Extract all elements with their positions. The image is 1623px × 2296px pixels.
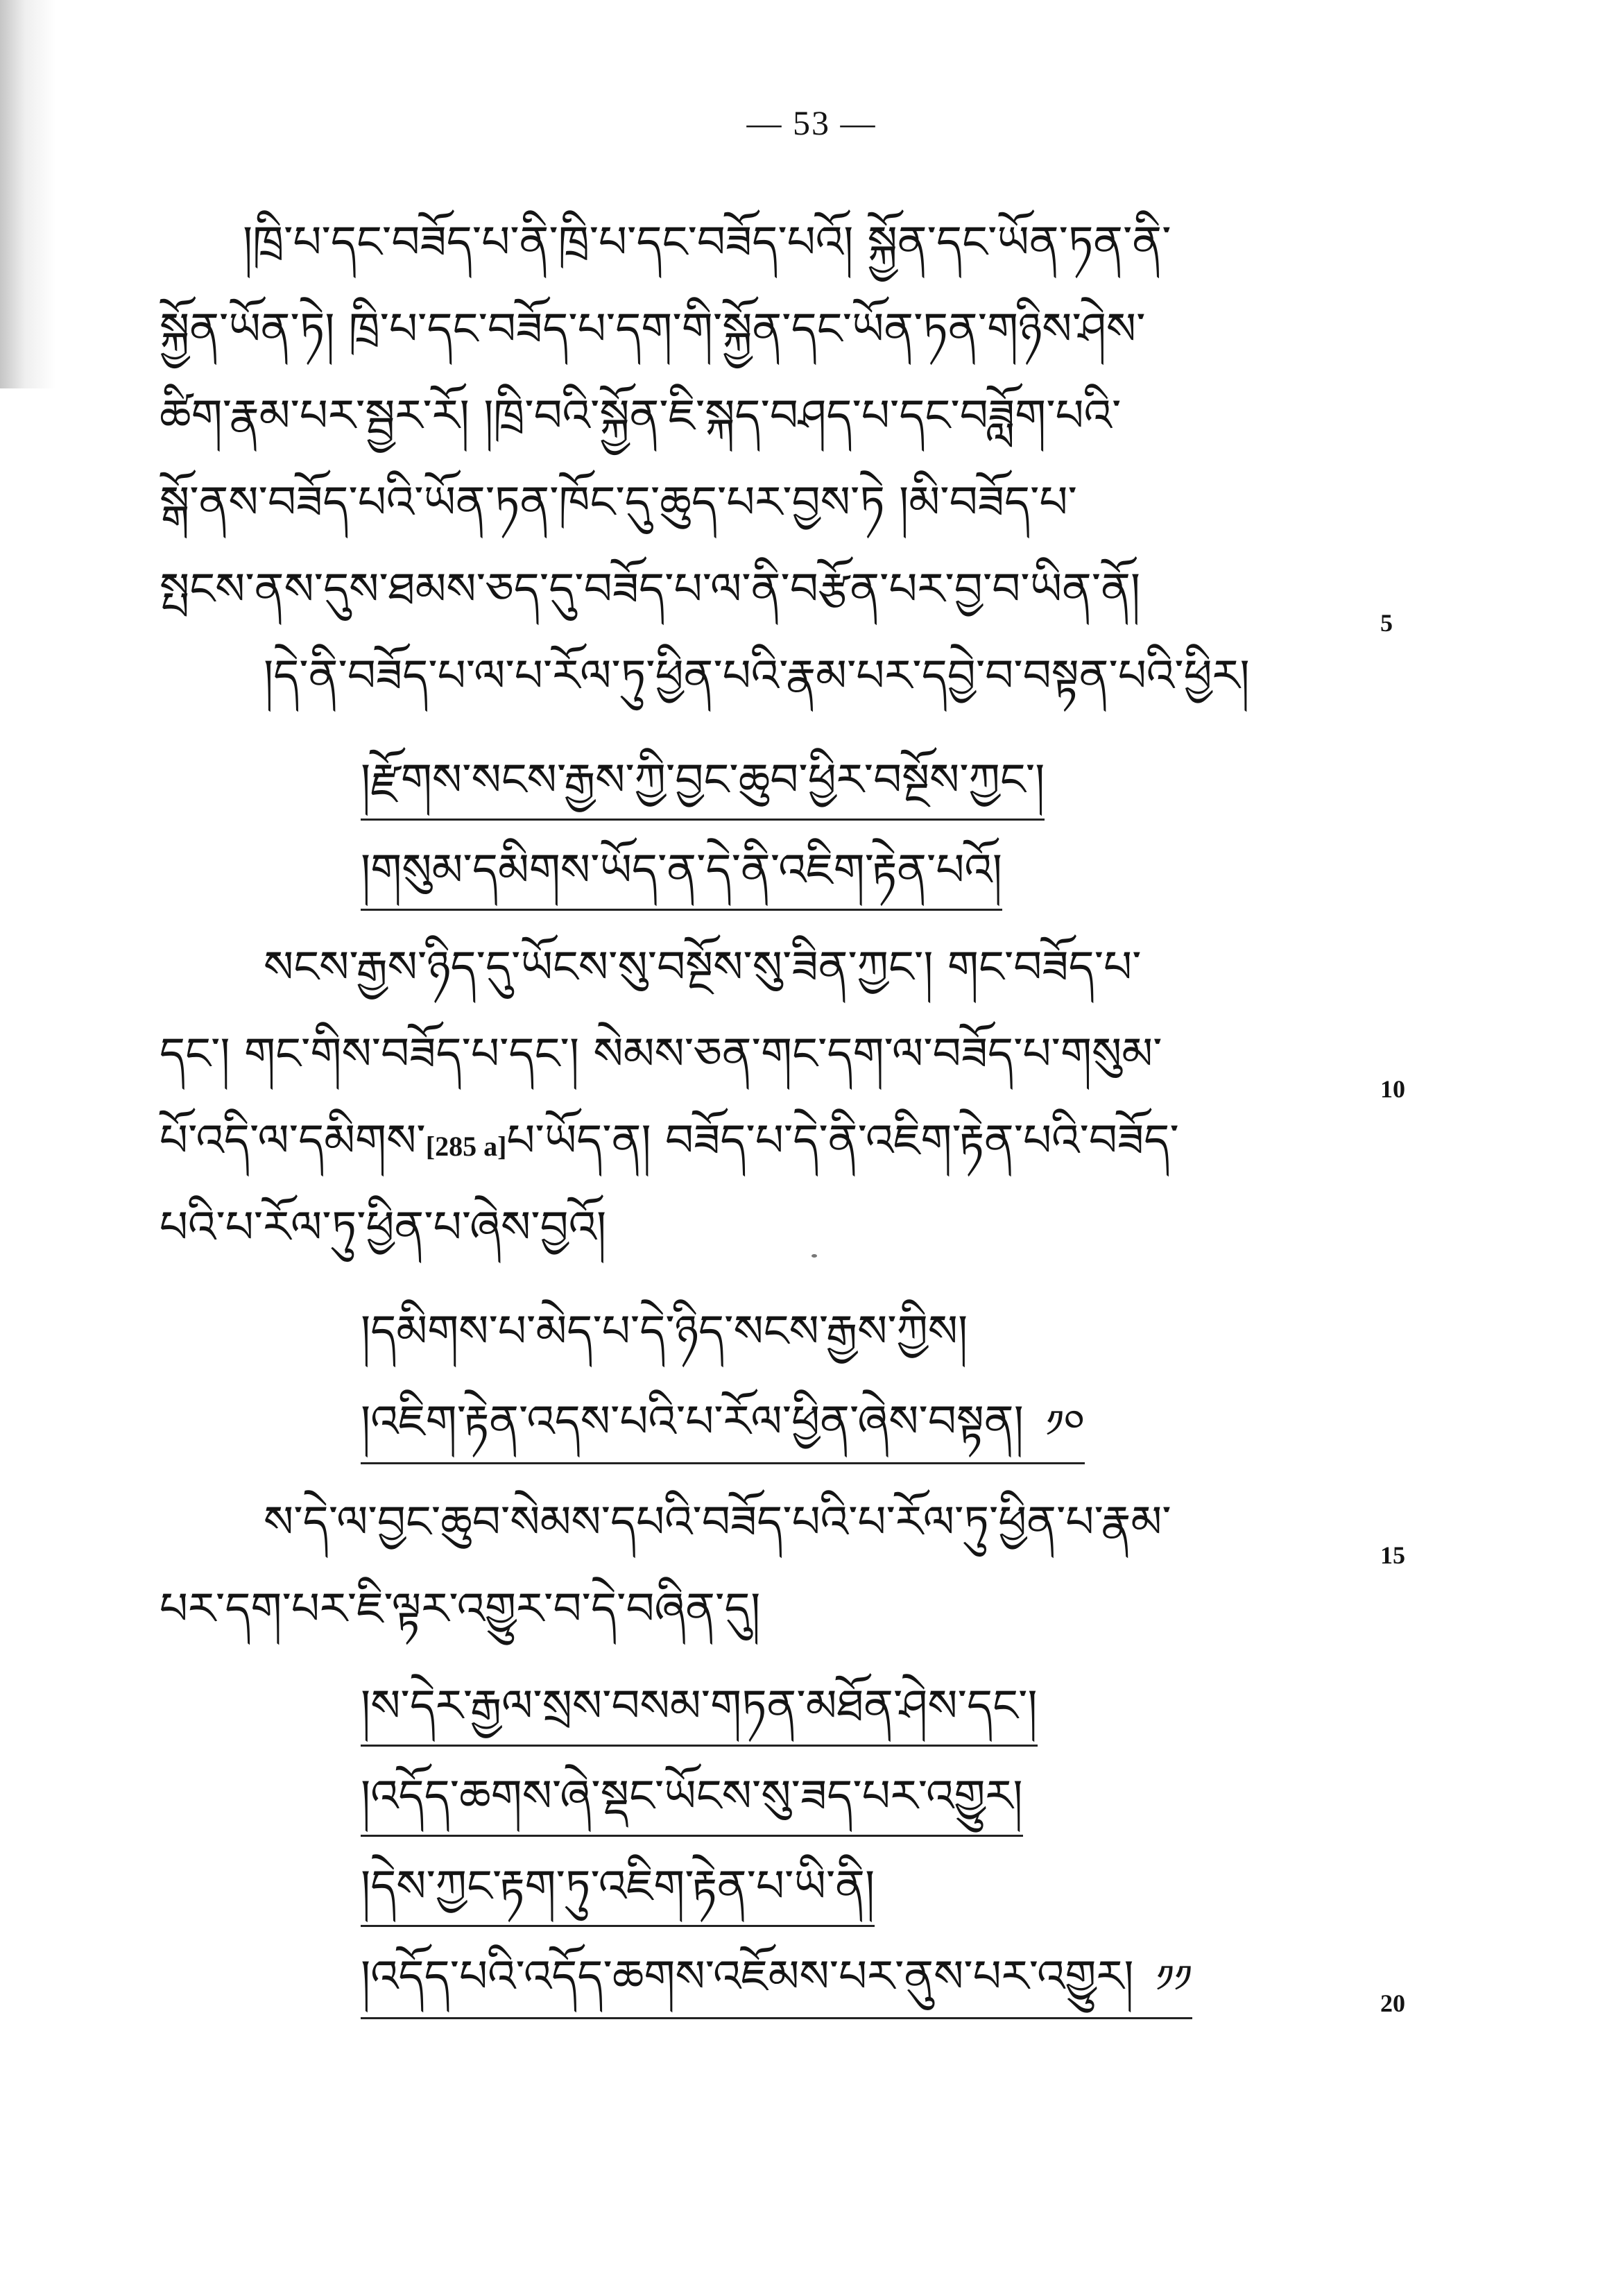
text-line: ཚིག་རྣམ་པར་སྦྱར་རོ། །ཁྲི་བའི་སྐྱོན་ཇི་སྐད་བཤད་པ་དང་བཟློག་པའི་ bbox=[160, 391, 1122, 442]
verse-line bbox=[361, 746, 1045, 815]
page-number: — 53 — bbox=[746, 103, 877, 142]
text-line: །ཁྲི་པ་དང་བཟོད་པ་ནི་ཁྲི་པ་དང་བཟོད་པའོ། སྐྱོན་དང་ཡོན་ཏན་ནི་ bbox=[243, 217, 1171, 268]
text-line: སངས་རྒྱས་ཉིད་དུ་ཡོངས་སུ་བསྔོས་སུ་ཟིན་ཀྱང་། གང་བཟོད་པ་ bbox=[264, 942, 1142, 993]
verse-line bbox=[361, 1387, 1085, 1459]
speck bbox=[812, 1254, 817, 1258]
verse-text: །ས་དེར་རྒྱལ་སྲས་བསམ་གཏན་མཐོན་ཤེས་དང་། bbox=[361, 1681, 1038, 1732]
line-start: པོ་འདི་ལ་དམིགས་ bbox=[160, 1115, 426, 1167]
verse-line bbox=[361, 1942, 1192, 2014]
line-number: 15 bbox=[1380, 1541, 1405, 1569]
text-line: དང་། གང་གིས་བཟོད་པ་དང་། སེམས་ཅན་གང་དག་ལ་བཟོད་པ་གསུམ་ bbox=[160, 1029, 1162, 1080]
line-number: 5 bbox=[1380, 609, 1393, 637]
verse-text: །རྫོགས་སངས་རྒྱས་ཀྱི་བྱང་ཆུབ་ཕྱིར་བསྔོས་ཀྱང་། bbox=[361, 755, 1045, 806]
verse-line bbox=[361, 836, 1002, 905]
verse-line bbox=[361, 1852, 875, 1921]
verse-number: ༡༠ bbox=[1045, 1402, 1085, 1446]
verse-line bbox=[361, 1672, 1038, 1741]
verse-number: ༡༡ bbox=[1156, 1957, 1192, 2001]
line-rest: པ་ཡོད་ན། བཟོད་པ་དེ་ནི་འཇིག་རྟེན་པའི་བཟོད་ bbox=[506, 1115, 1179, 1167]
verse-text: །དམིགས་པ་མེད་པ་དེ་ཉིད་སངས་རྒྱས་ཀྱིས། bbox=[361, 1306, 968, 1357]
text-line: སྐྱོན་ཡོན་ཏེ། ཁྲི་པ་དང་བཟོད་པ་དག་གི་སྐྱོན་དང་ཡོན་ཏན་གཉིས་ཤེས་ bbox=[160, 304, 1146, 355]
line-number: 10 bbox=[1380, 1075, 1405, 1103]
folio-marker: [285 a] bbox=[425, 1131, 507, 1162]
line-number: 20 bbox=[1380, 1989, 1405, 2017]
text-line: །དེ་ནི་བཟོད་པ་ལ་པ་རོལ་ཏུ་ཕྱིན་པའི་རྣམ་པར་དབྱེ་བ་བསྟན་པའི་ཕྱིར། bbox=[264, 651, 1250, 702]
verse-line bbox=[361, 1297, 968, 1367]
text-line: པར་དག་པར་ཇི་ལྟར་འགྱུར་བ་དེ་བཞིན་དུ། bbox=[160, 1584, 761, 1635]
verse-text: །འདོད་ཆགས་ཞེ་སྡང་ཡོངས་སུ་ཟད་པར་འགྱུར། bbox=[361, 1771, 1023, 1822]
verse-text: །འདོད་པའི་འདོད་ཆགས་འཇོམས་པར་ནུས་པར་འགྱུར། bbox=[361, 1951, 1134, 2003]
verse-text: །དེས་ཀྱང་རྟག་ཏུ་འཇིག་རྟེན་པ་ཡི་ནི། bbox=[361, 1861, 875, 1912]
verse-text: །འཇིག་རྟེན་འདས་པའི་པ་རོལ་ཕྱིན་ཞེས་བསྟན། bbox=[361, 1396, 1024, 1448]
text-line: ས་དེ་ལ་བྱང་ཆུབ་སེམས་དཔའི་བཟོད་པའི་པ་རོལ་ཏུ་ཕྱིན་པ་རྣམ་ bbox=[264, 1497, 1171, 1548]
scan-shadow bbox=[0, 0, 55, 388]
text-line: སྤངས་ནས་དུས་ཐམས་ཅད་དུ་བཟོད་པ་ལ་ནི་བརྩོན་པར་བྱ་བ་ཡིན་ནོ། bbox=[160, 564, 1141, 615]
text-line: སྒོ་ནས་བཟོད་པའི་ཡོན་ཏན་ཁོང་དུ་ཆུད་པར་བྱས་ཏེ །མི་བཟོད་པ་ bbox=[160, 477, 1077, 529]
text-line bbox=[160, 1106, 1179, 1181]
text-line: པའི་པ་རོལ་ཏུ་ཕྱིན་པ་ཞེས་བྱའོ། bbox=[160, 1202, 607, 1253]
verse-line bbox=[361, 1762, 1023, 1831]
verse-text: །གསུམ་དམིགས་ཡོད་ན་དེ་ནི་འཇིག་རྟེན་པའོ། bbox=[361, 845, 1002, 896]
